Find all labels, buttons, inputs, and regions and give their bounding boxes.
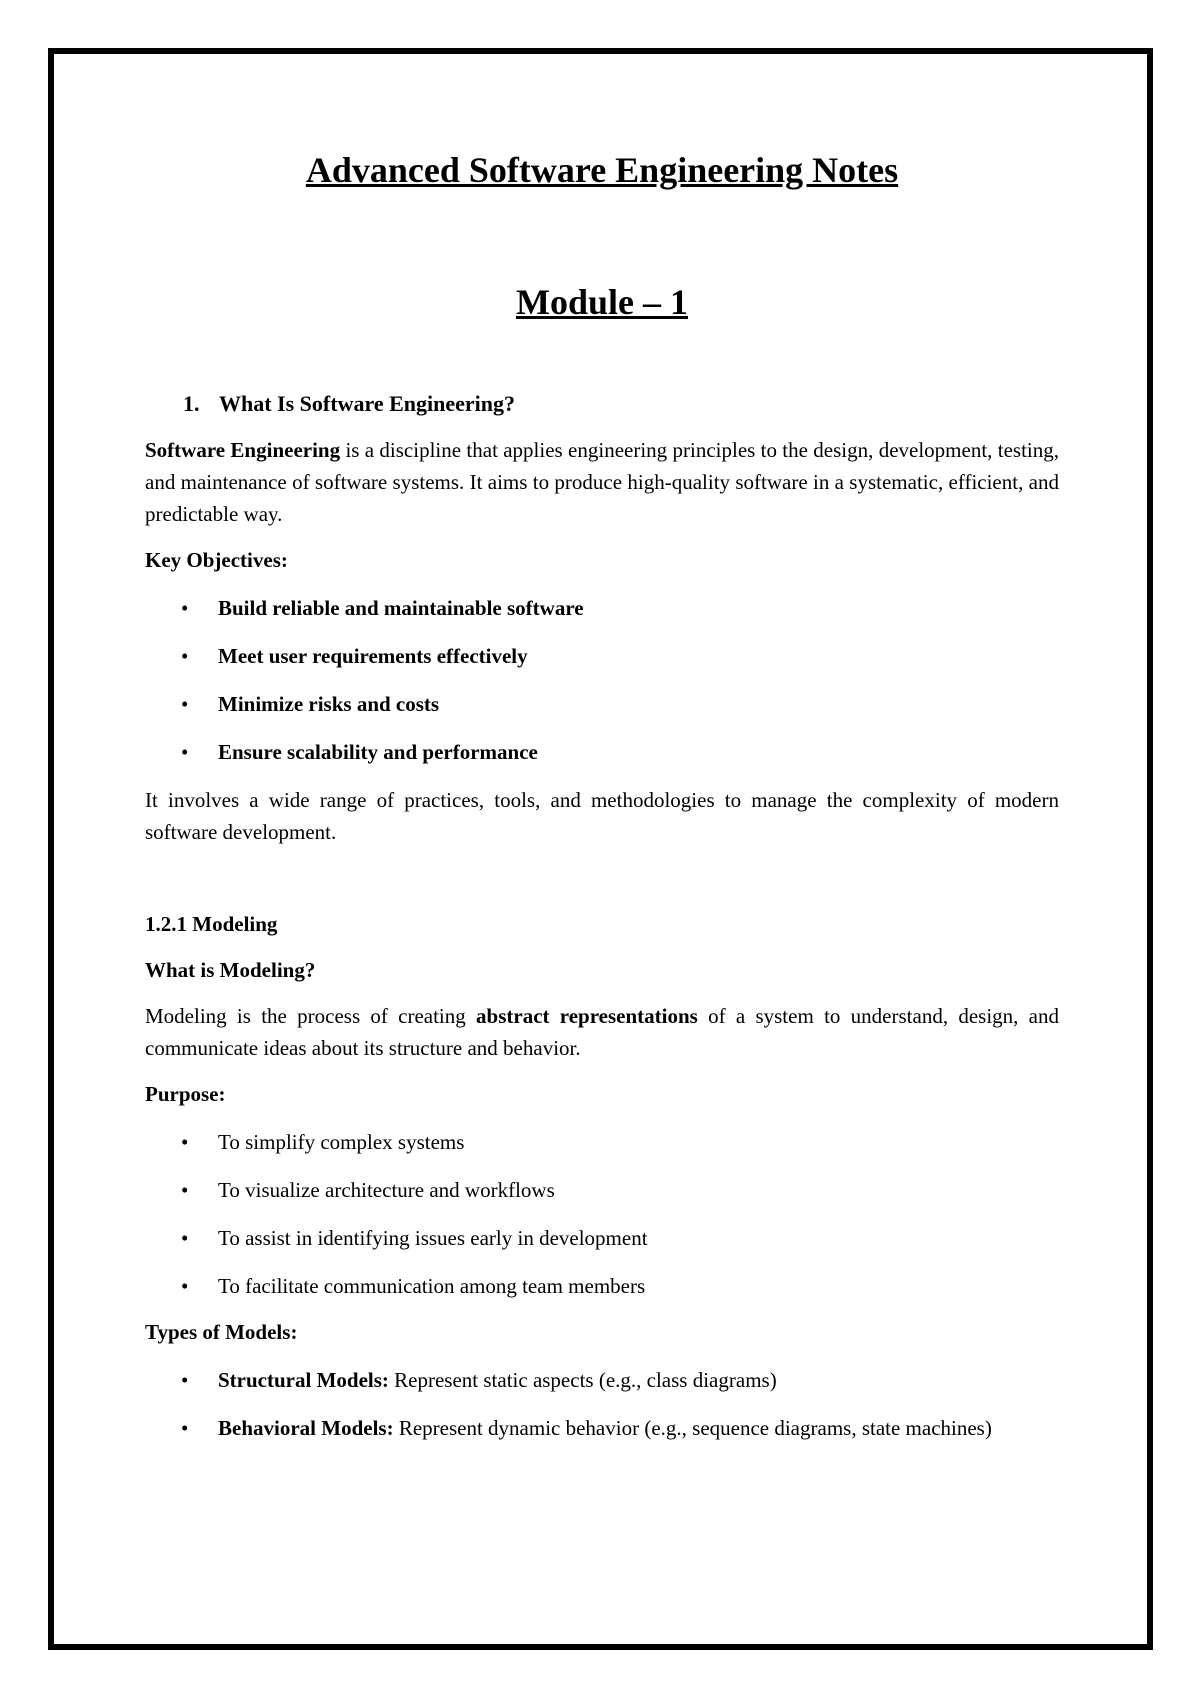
model-type-name: Behavioral Models: (218, 1416, 394, 1440)
list-item-text: Minimize risks and costs (218, 692, 440, 716)
definition-term: abstract representations (476, 1004, 698, 1028)
bullet-icon: • (181, 596, 189, 620)
list-item-text: To assist in identifying issues early in development (218, 1226, 648, 1250)
bullet-icon: • (181, 644, 189, 668)
bullet-icon: • (181, 1130, 189, 1154)
list-item (145, 640, 1059, 672)
model-type-desc: Represent dynamic behavior (e.g., sequence diagrams, state machines) (393, 1416, 992, 1440)
modeling-question: What is Modeling? (145, 958, 316, 982)
list-item (145, 1270, 1059, 1302)
bullet-icon: • (181, 1368, 189, 1392)
model-type-desc: Represent static aspects (e.g., class diagrams) (388, 1368, 777, 1392)
purpose-label: Purpose: (145, 1082, 226, 1106)
list-item (145, 1222, 1059, 1254)
bullet-icon: • (181, 692, 189, 716)
document-title: Advanced Software Engineering Notes (305, 150, 899, 190)
list-item (145, 1364, 1059, 1396)
model-type-name: Structural Models: (218, 1368, 389, 1392)
bullet-icon: • (181, 1416, 189, 1440)
intro-term: Software Engineering (145, 438, 341, 462)
subsection-heading: 1.2.1 Modeling (145, 912, 278, 936)
definition-text-post: of a system to understand, design, and communicate ideas about its structure and behavior. (145, 1004, 1059, 1060)
purpose-list (145, 1126, 1059, 1302)
list-item (145, 592, 1059, 624)
list-item (145, 688, 1059, 720)
list-item-text: To facilitate communication among team members (218, 1274, 646, 1298)
bullet-icon: • (181, 1178, 189, 1202)
list-item (145, 1174, 1059, 1206)
definition-text-pre: Modeling is the process of creating (145, 1004, 477, 1028)
types-label: Types of Models: (145, 1320, 298, 1344)
bullet-icon: • (181, 1274, 189, 1298)
modeling-definition (145, 1000, 1059, 1064)
list-item (145, 1126, 1059, 1158)
document-body (145, 140, 1059, 1444)
list-item-text: Ensure scalability and performance (218, 740, 538, 764)
bullet-icon: • (181, 740, 189, 764)
bullet-icon: • (181, 1226, 189, 1250)
intro-paragraph (145, 434, 1059, 530)
types-list (145, 1364, 1059, 1444)
objectives-list (145, 592, 1059, 768)
list-item (145, 736, 1059, 768)
list-item-text: Meet user requirements effectively (218, 644, 528, 668)
list-item-text: To visualize architecture and workflows (218, 1178, 555, 1202)
list-item-text: Build reliable and maintainable software (218, 596, 584, 620)
module-title: Module – 1 (515, 282, 688, 322)
intro-text: is a discipline that applies engineering principles to the design, development, testing, and maintenance of software systems. It aims to produce high-quality software in a systematic, efficient, and predictable way. (145, 438, 1059, 526)
closing-paragraph: It involves a wide range of practices, tools, and methodologies to manage the complexity of modern software development. (145, 788, 1059, 844)
section-title: What Is Software Engineering? (219, 391, 515, 416)
list-item-text: To simplify complex systems (218, 1130, 465, 1154)
section-heading (145, 388, 1059, 420)
section-number: 1. (183, 391, 200, 416)
list-item (145, 1412, 1059, 1444)
objectives-label: Key Objectives: (145, 548, 288, 572)
